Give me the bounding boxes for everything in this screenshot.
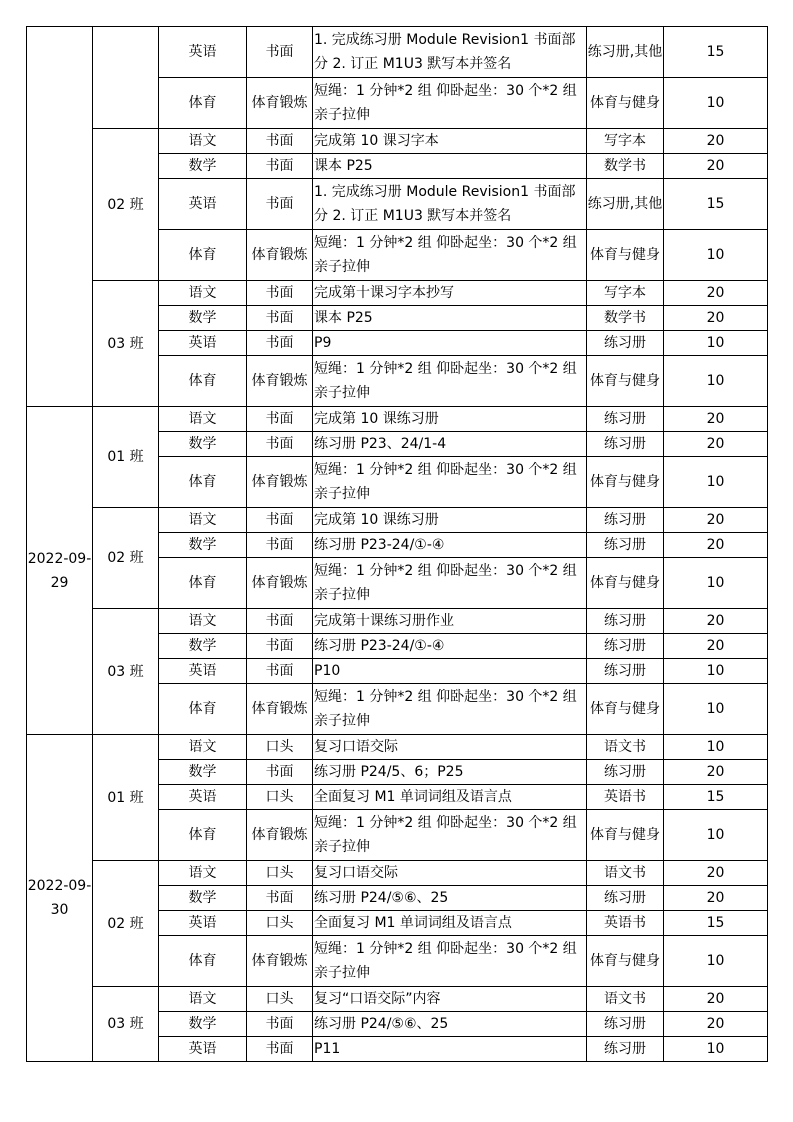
book-cell: 体育与健身 <box>587 230 664 281</box>
subject-cell: 语文 <box>159 407 247 432</box>
table-row <box>27 27 768 78</box>
book-cell: 练习册 <box>587 634 664 659</box>
book-cell: 练习册 <box>587 533 664 558</box>
book-cell: 体育与健身 <box>587 356 664 407</box>
minutes-cell: 20 <box>664 432 768 457</box>
table-row <box>27 407 768 432</box>
minutes-cell: 15 <box>664 27 768 78</box>
class-cell: 03 班 <box>93 609 159 735</box>
book-cell: 写字本 <box>587 129 664 154</box>
book-cell: 练习册 <box>587 407 664 432</box>
type-cell: 书面 <box>247 179 313 230</box>
subject-cell: 语文 <box>159 129 247 154</box>
book-cell: 练习册 <box>587 609 664 634</box>
minutes-cell: 10 <box>664 356 768 407</box>
minutes-cell: 10 <box>664 558 768 609</box>
minutes-cell: 20 <box>664 407 768 432</box>
class-cell: 01 班 <box>93 735 159 861</box>
minutes-cell: 20 <box>664 609 768 634</box>
book-cell: 体育与健身 <box>587 457 664 508</box>
subject-cell: 体育 <box>159 457 247 508</box>
date-cell <box>27 27 93 407</box>
subject-cell: 语文 <box>159 281 247 306</box>
table-row <box>27 609 768 634</box>
minutes-cell: 20 <box>664 634 768 659</box>
minutes-cell: 15 <box>664 179 768 230</box>
content-cell: 课本 P25 <box>313 154 587 179</box>
subject-cell: 数学 <box>159 1012 247 1037</box>
subject-cell: 体育 <box>159 78 247 129</box>
book-cell: 练习册 <box>587 432 664 457</box>
book-cell: 语文书 <box>587 861 664 886</box>
minutes-cell: 20 <box>664 1012 768 1037</box>
content-cell: 练习册 P24/⑤⑥、25 <box>313 886 587 911</box>
book-cell: 体育与健身 <box>587 684 664 735</box>
content-cell: 短绳：1 分钟*2 组 仰卧起坐：30 个*2 组亲子拉伸 <box>313 230 587 281</box>
table-row <box>27 987 768 1012</box>
type-cell: 体育锻炼 <box>247 558 313 609</box>
content-cell: 复习口语交际 <box>313 861 587 886</box>
table-row <box>27 281 768 306</box>
subject-cell: 体育 <box>159 356 247 407</box>
type-cell: 口头 <box>247 987 313 1012</box>
content-cell: 短绳：1 分钟*2 组 仰卧起坐：30 个*2 组亲子拉伸 <box>313 558 587 609</box>
minutes-cell: 20 <box>664 987 768 1012</box>
book-cell: 英语书 <box>587 785 664 810</box>
subject-cell: 体育 <box>159 230 247 281</box>
minutes-cell: 10 <box>664 230 768 281</box>
book-cell: 数学书 <box>587 306 664 331</box>
subject-cell: 数学 <box>159 886 247 911</box>
type-cell: 体育锻炼 <box>247 230 313 281</box>
content-cell: 短绳：1 分钟*2 组 仰卧起坐：30 个*2 组亲子拉伸 <box>313 684 587 735</box>
minutes-cell: 10 <box>664 735 768 760</box>
book-cell: 语文书 <box>587 735 664 760</box>
minutes-cell: 10 <box>664 78 768 129</box>
minutes-cell: 20 <box>664 306 768 331</box>
subject-cell: 英语 <box>159 331 247 356</box>
minutes-cell: 20 <box>664 533 768 558</box>
subject-cell: 语文 <box>159 735 247 760</box>
type-cell: 书面 <box>247 129 313 154</box>
book-cell: 练习册 <box>587 508 664 533</box>
type-cell: 书面 <box>247 886 313 911</box>
content-cell: 短绳：1 分钟*2 组 仰卧起坐：30 个*2 组亲子拉伸 <box>313 457 587 508</box>
book-cell: 练习册,其他 <box>587 27 664 78</box>
table-row <box>27 508 768 533</box>
subject-cell: 英语 <box>159 659 247 684</box>
book-cell: 语文书 <box>587 987 664 1012</box>
subject-cell: 数学 <box>159 760 247 785</box>
subject-cell: 体育 <box>159 558 247 609</box>
subject-cell: 英语 <box>159 785 247 810</box>
book-cell: 体育与健身 <box>587 78 664 129</box>
content-cell: 全面复习 M1 单词词组及语言点 <box>313 785 587 810</box>
book-cell: 数学书 <box>587 154 664 179</box>
minutes-cell: 20 <box>664 281 768 306</box>
subject-cell: 数学 <box>159 306 247 331</box>
book-cell: 写字本 <box>587 281 664 306</box>
subject-cell: 英语 <box>159 179 247 230</box>
content-cell: 完成第十课练习册作业 <box>313 609 587 634</box>
subject-cell: 数学 <box>159 634 247 659</box>
type-cell: 书面 <box>247 609 313 634</box>
minutes-cell: 20 <box>664 154 768 179</box>
type-cell: 书面 <box>247 27 313 78</box>
homework-table-body <box>27 27 768 1062</box>
type-cell: 书面 <box>247 533 313 558</box>
table-row <box>27 861 768 886</box>
content-cell: 练习册 P23-24/①-④ <box>313 533 587 558</box>
type-cell: 书面 <box>247 154 313 179</box>
content-cell: 完成第 10 课习字本 <box>313 129 587 154</box>
subject-cell: 语文 <box>159 861 247 886</box>
minutes-cell: 10 <box>664 936 768 987</box>
type-cell: 口头 <box>247 735 313 760</box>
minutes-cell: 10 <box>664 1037 768 1062</box>
book-cell: 练习册 <box>587 331 664 356</box>
content-cell: 练习册 P24/5、6；P25 <box>313 760 587 785</box>
type-cell: 体育锻炼 <box>247 936 313 987</box>
minutes-cell: 20 <box>664 886 768 911</box>
book-cell: 英语书 <box>587 911 664 936</box>
subject-cell: 语文 <box>159 609 247 634</box>
type-cell: 体育锻炼 <box>247 810 313 861</box>
content-cell: 1. 完成练习册 Module Revision1 书面部分 2. 订正 M1U3 默写本并签名 <box>313 27 587 78</box>
content-cell: 复习“口语交际”内容 <box>313 987 587 1012</box>
content-cell: 完成第 10 课练习册 <box>313 407 587 432</box>
minutes-cell: 20 <box>664 861 768 886</box>
homework-table <box>26 26 768 1062</box>
minutes-cell: 20 <box>664 760 768 785</box>
type-cell: 书面 <box>247 432 313 457</box>
type-cell: 口头 <box>247 785 313 810</box>
content-cell: 短绳：1 分钟*2 组 仰卧起坐：30 个*2 组亲子拉伸 <box>313 936 587 987</box>
class-cell: 02 班 <box>93 861 159 987</box>
type-cell: 体育锻炼 <box>247 684 313 735</box>
subject-cell: 数学 <box>159 432 247 457</box>
type-cell: 书面 <box>247 508 313 533</box>
type-cell: 口头 <box>247 861 313 886</box>
subject-cell: 英语 <box>159 911 247 936</box>
content-cell: 全面复习 M1 单词词组及语言点 <box>313 911 587 936</box>
type-cell: 体育锻炼 <box>247 78 313 129</box>
type-cell: 书面 <box>247 281 313 306</box>
content-cell: 短绳：1 分钟*2 组 仰卧起坐：30 个*2 组亲子拉伸 <box>313 810 587 861</box>
type-cell: 书面 <box>247 407 313 432</box>
minutes-cell: 10 <box>664 659 768 684</box>
subject-cell: 英语 <box>159 1037 247 1062</box>
book-cell: 体育与健身 <box>587 810 664 861</box>
class-cell: 03 班 <box>93 987 159 1062</box>
content-cell: 1. 完成练习册 Module Revision1 书面部分 2. 订正 M1U3 默写本并签名 <box>313 179 587 230</box>
minutes-cell: 10 <box>664 457 768 508</box>
subject-cell: 数学 <box>159 533 247 558</box>
subject-cell: 英语 <box>159 27 247 78</box>
type-cell: 书面 <box>247 659 313 684</box>
content-cell: 练习册 P23、24/1-4 <box>313 432 587 457</box>
content-cell: 短绳：1 分钟*2 组 仰卧起坐：30 个*2 组亲子拉伸 <box>313 356 587 407</box>
book-cell: 体育与健身 <box>587 558 664 609</box>
class-cell <box>93 27 159 129</box>
minutes-cell: 20 <box>664 129 768 154</box>
date-cell: 2022-09-29 <box>27 407 93 735</box>
type-cell: 书面 <box>247 1012 313 1037</box>
content-cell: P9 <box>313 331 587 356</box>
type-cell: 体育锻炼 <box>247 356 313 407</box>
class-cell: 02 班 <box>93 129 159 281</box>
date-cell: 2022-09-30 <box>27 735 93 1062</box>
type-cell: 书面 <box>247 760 313 785</box>
book-cell: 练习册,其他 <box>587 179 664 230</box>
type-cell: 书面 <box>247 634 313 659</box>
minutes-cell: 10 <box>664 331 768 356</box>
content-cell: 练习册 P24/⑤⑥、25 <box>313 1012 587 1037</box>
subject-cell: 体育 <box>159 684 247 735</box>
content-cell: 练习册 P23-24/①-④ <box>313 634 587 659</box>
content-cell: P11 <box>313 1037 587 1062</box>
type-cell: 书面 <box>247 306 313 331</box>
minutes-cell: 15 <box>664 911 768 936</box>
content-cell: 短绳：1 分钟*2 组 仰卧起坐：30 个*2 组亲子拉伸 <box>313 78 587 129</box>
book-cell: 练习册 <box>587 1037 664 1062</box>
minutes-cell: 20 <box>664 508 768 533</box>
class-cell: 03 班 <box>93 281 159 407</box>
class-cell: 01 班 <box>93 407 159 508</box>
content-cell: P10 <box>313 659 587 684</box>
minutes-cell: 10 <box>664 810 768 861</box>
book-cell: 练习册 <box>587 760 664 785</box>
table-row <box>27 129 768 154</box>
subject-cell: 体育 <box>159 810 247 861</box>
class-cell: 02 班 <box>93 508 159 609</box>
homework-schedule <box>26 26 768 1062</box>
type-cell: 书面 <box>247 331 313 356</box>
book-cell: 练习册 <box>587 659 664 684</box>
content-cell: 完成第 10 课练习册 <box>313 508 587 533</box>
subject-cell: 语文 <box>159 987 247 1012</box>
subject-cell: 体育 <box>159 936 247 987</box>
book-cell: 体育与健身 <box>587 936 664 987</box>
table-row <box>27 735 768 760</box>
minutes-cell: 15 <box>664 785 768 810</box>
subject-cell: 数学 <box>159 154 247 179</box>
content-cell: 复习口语交际 <box>313 735 587 760</box>
subject-cell: 语文 <box>159 508 247 533</box>
minutes-cell: 10 <box>664 684 768 735</box>
type-cell: 口头 <box>247 911 313 936</box>
content-cell: 课本 P25 <box>313 306 587 331</box>
book-cell: 练习册 <box>587 1012 664 1037</box>
type-cell: 书面 <box>247 1037 313 1062</box>
content-cell: 完成第十课习字本抄写 <box>313 281 587 306</box>
book-cell: 练习册 <box>587 886 664 911</box>
type-cell: 体育锻炼 <box>247 457 313 508</box>
